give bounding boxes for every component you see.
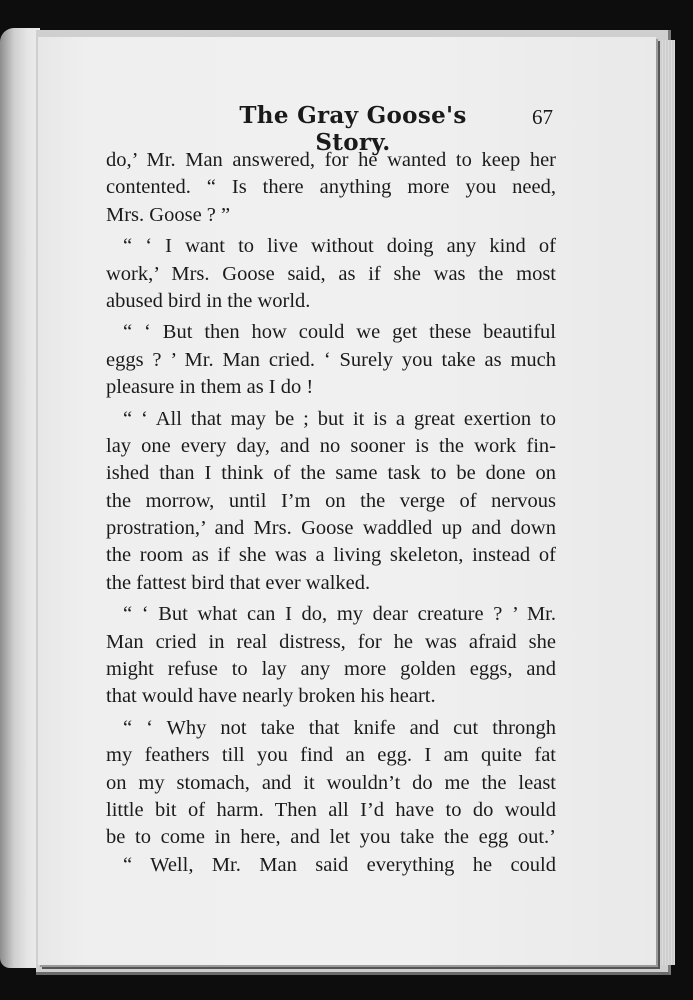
body-text (106, 147, 556, 879)
text-line: eggs ? ’ Mr. Man cried. ‘ Surely you take as much (106, 348, 556, 371)
text-line: work,’ Mrs. Goose said, as if she was the most (106, 262, 556, 285)
text-line: “ ‘ I want to live without doing any kind of (123, 235, 556, 258)
book-spine-edge (0, 28, 40, 968)
page-edge-stack (661, 40, 675, 965)
book-page (38, 37, 656, 965)
text-line: the morrow, until I’m on the verge of nervous (106, 489, 556, 512)
text-line: might refuse to lay any more golden eggs, and (106, 658, 556, 681)
text-line: on my stomach, and it wouldn’t do me the least (106, 771, 556, 794)
running-head: The Gray Goose's Story. (239, 102, 467, 156)
text-line: Mrs. Goose ? ” (106, 203, 231, 226)
text-line: contented. “ Is there anything more you need, (106, 176, 556, 199)
text-line: the fattest bird that ever walked. (106, 571, 371, 594)
text-line: that would have nearly broken his heart. (106, 685, 436, 708)
text-line: little bit of harm. Then all I’d have to do would (106, 798, 556, 821)
text-line: abused bird in the world. (106, 289, 311, 312)
text-line: “ ‘ All that may be ; but it is a great exertion to (123, 407, 556, 430)
text-line: be to come in here, and let you take the egg out.’ (106, 826, 556, 849)
text-line: “ Well, Mr. Man said everything he could (123, 853, 556, 876)
text-line: “ ‘ But what can I do, my dear creature ? ’ Mr. (123, 603, 556, 626)
text-line: “ ‘ Why not take that knife and cut throngh (123, 716, 556, 739)
text-line: prostration,’ and Mrs. Goose waddled up and down (106, 517, 556, 540)
text-line: my feathers till you find an egg. I am quite fat (106, 744, 556, 767)
text-line: do,’ Mr. Man answered, for he wanted to keep her (106, 149, 556, 171)
text-line: the room as if she was a living skeleton, instead of (106, 544, 556, 567)
text-line: Man cried in real distress, for he was afraid she (106, 630, 556, 653)
text-line: “ ‘ But then how could we get these beautiful (123, 321, 556, 344)
text-line: pleasure in them as I do ! (106, 376, 314, 399)
page-number: 67 (532, 105, 553, 129)
text-line: lay one every day, and no sooner is the work fin- (106, 434, 556, 457)
text-line: ished than I think of the same task to be done on (106, 462, 556, 485)
